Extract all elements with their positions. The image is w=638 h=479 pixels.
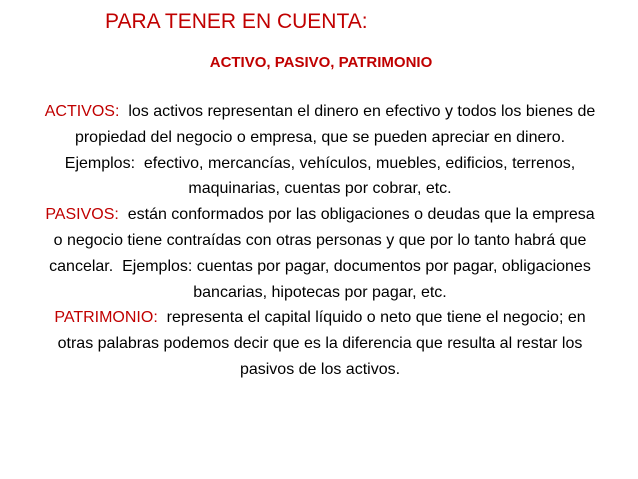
subtitle-text: ACTIVO, PASIVO, PATRIMONIO <box>209 54 433 71</box>
page-title: PARA TENER EN CUENTA: <box>105 10 368 33</box>
definition-activos-text: los activos representan el dinero en efectivo y todos los bienes de propiedad del negocio o empresa, que se pueden apreciar en dinero. Ejemplos: efectivo, mercancías, vehículos, muebles, edificios, terrenos, maquinarias, cuentas por cobrar, etc. <box>64 103 600 198</box>
definition-pasivos <box>42 202 598 305</box>
definition-activos <box>42 99 598 202</box>
definition-patrimonio-text: representa el capital líquido o neto que tiene el negocio; en otras palabras podemos decir que es la diferencia que resulta al restar los pasivos de los activos. <box>57 309 591 378</box>
definitions-body <box>42 99 598 383</box>
term-activos: ACTIVOS: <box>44 103 120 120</box>
term-pasivos: PASIVOS: <box>45 206 119 224</box>
term-patrimonio: PATRIMONIO: <box>54 309 158 327</box>
definition-pasivos-text: están conformados por las obligaciones o deudas que la empresa o negocio tiene contraídas con otras personas y que por lo tanto habrá que cancelar. Ejemplos: cuentas por pagar, documentos por pagar, obligaciones bancarias, hipotecas por pagar, etc. <box>49 206 600 301</box>
definition-patrimonio <box>42 305 598 382</box>
page-subtitle <box>0 53 638 73</box>
